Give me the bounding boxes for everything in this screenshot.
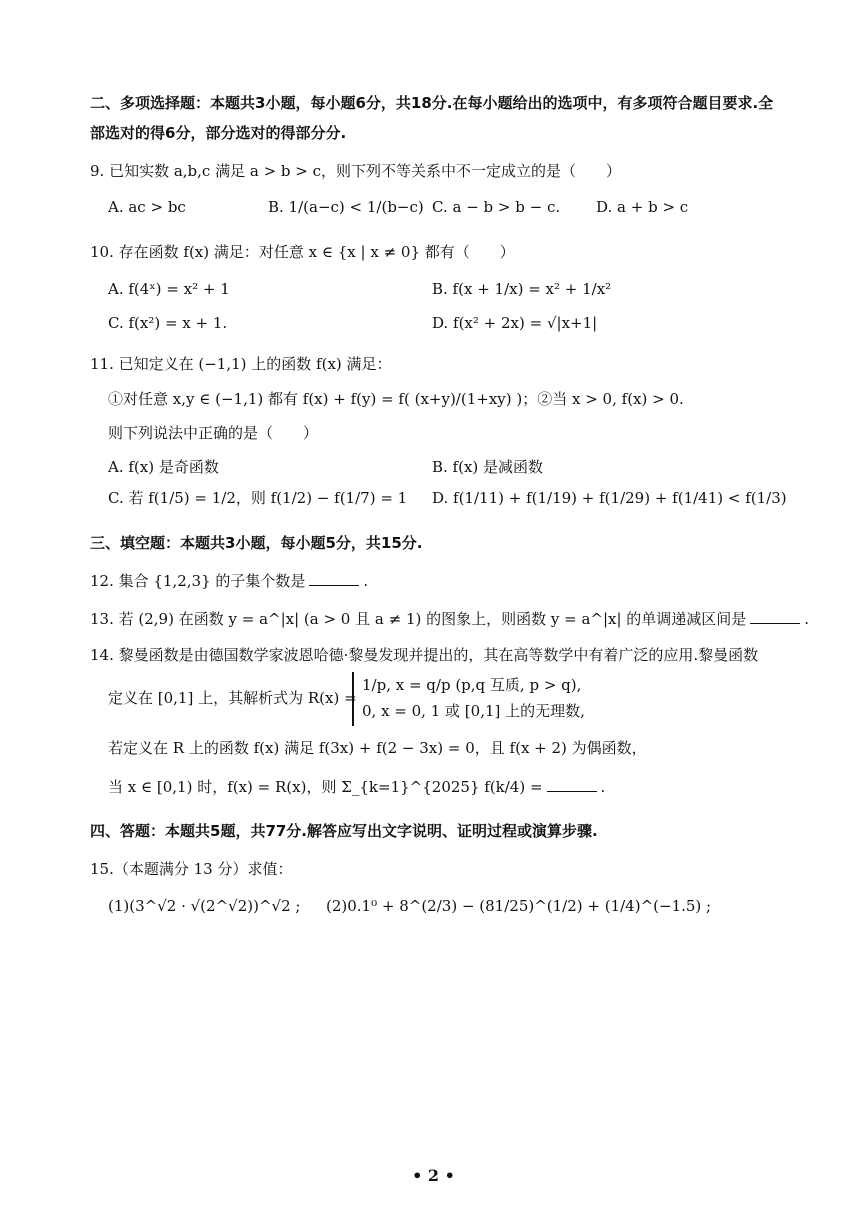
q11-ask: 则下列说法中正确的是（ ） [108, 424, 319, 442]
q9-stem: 9. 已知实数 a,b,c 满足 a > b > c，则下列不等关系中不一定成立的是（ ） [90, 162, 622, 180]
q14-sum: Σ_{k=1}^{2025} f(k/4) = [341, 778, 543, 796]
q13-answer-blank[interactable] [750, 609, 800, 624]
q14-line4 [108, 776, 605, 798]
q12-tail: . [363, 572, 369, 590]
q9-option-c: C. a − b > b − c. [432, 198, 561, 216]
q13-line [90, 608, 809, 630]
q11-stem: 11. 已知定义在 (−1,1) 上的函数 f(x) 满足： [90, 355, 392, 373]
q10-stem: 10. 存在函数 f(x) 满足：对任意 x ∈ {x | x ≠ 0} 都有（ ） [90, 243, 515, 261]
q9-option-d: D. a + b > c [596, 198, 689, 216]
q14-case-1: 1/p, x = q/p (p,q 互质, p > q), [362, 676, 582, 694]
q14-tail: . [600, 778, 606, 796]
q12-line [90, 570, 368, 592]
section-2-heading-line1: 二、多项选择题：本题共3小题，每小题6分，共18分.在每小题给出的选项中，有多项符合题目要求.全 [90, 94, 774, 112]
section-2-heading-line2: 部选对的得6分，部分选对的得部分分. [90, 124, 347, 142]
q10-option-a: A. f(4ˣ) = x² + 1 [108, 280, 230, 298]
q10-option-d: D. f(x² + 2x) = √|x+1| [432, 314, 598, 332]
q14-line3: 若定义在 R 上的函数 f(x) 满足 f(3x) + f(2 − 3x) = 0，且 f(x + 2) 为偶函数， [108, 739, 647, 757]
q14-answer-blank[interactable] [547, 777, 597, 792]
q13-stem: 13. 若 (2,9) 在函数 y = a^|x| (a > 0 且 a ≠ 1) 的图象上，则函数 y = a^|x| 的单调递减区间是 [90, 610, 747, 628]
q12-stem: 12. 集合 {1,2,3} 的子集个数是 [90, 572, 306, 590]
section-3-heading: 三、填空题：本题共3小题，每小题5分，共15分. [90, 534, 423, 552]
q14-case-2: 0, x = 0, 1 或 [0,1] 上的无理数, [362, 702, 585, 720]
q14-line4-pre: 当 x ∈ [0,1) 时，f(x) = R(x)，则 [108, 778, 337, 796]
q11-option-a: A. f(x) 是奇函数 [108, 458, 219, 476]
q11-option-d: D. f(1/11) + f(1/19) + f(1/29) + f(1/41) < f(1/3) [432, 489, 787, 507]
section-4-heading: 四、答题：本题共5题，共77分.解答应写出文字说明、证明过程或演算步骤. [90, 822, 598, 840]
q11-condition: ①对任意 x,y ∈ (−1,1) 都有 f(x) + f(y) = f( (x+y)/(1+xy) )；②当 x > 0, f(x) > 0. [108, 390, 684, 408]
q14-line1: 14. 黎曼函数是由德国数学家波恩哈德·黎曼发现并提出的，其在高等数学中有着广泛的应用.黎曼函数 [90, 646, 759, 664]
q15-part-2: (2)0.1⁰ + 8^(2/3) − (81/25)^(1/2) + (1/4)^(−1.5) ; [326, 897, 712, 915]
q10-option-b: B. f(x + 1/x) = x² + 1/x² [432, 280, 612, 298]
q13-tail: . [804, 610, 810, 628]
q15-stem: 15.（本题满分 13 分）求值： [90, 860, 293, 878]
q9-option-a: A. ac > bc [108, 198, 186, 216]
q14-line2: 定义在 [0,1] 上，其解析式为 R(x) = [108, 689, 357, 707]
q11-option-c: C. 若 f(1/5) = 1/2，则 f(1/2) − f(1/7) = 1 [108, 489, 408, 507]
q14-piecewise-brace [352, 672, 585, 726]
q9-option-b: B. 1/(a−c) < 1/(b−c) [268, 198, 424, 216]
q12-answer-blank[interactable] [309, 571, 359, 586]
q15-part-1: (1)(3^√2 · √(2^√2))^√2 ; [108, 897, 301, 915]
q11-option-b: B. f(x) 是减函数 [432, 458, 544, 476]
page-number: • 2 • [412, 1166, 455, 1185]
q10-option-c: C. f(x²) = x + 1. [108, 314, 228, 332]
